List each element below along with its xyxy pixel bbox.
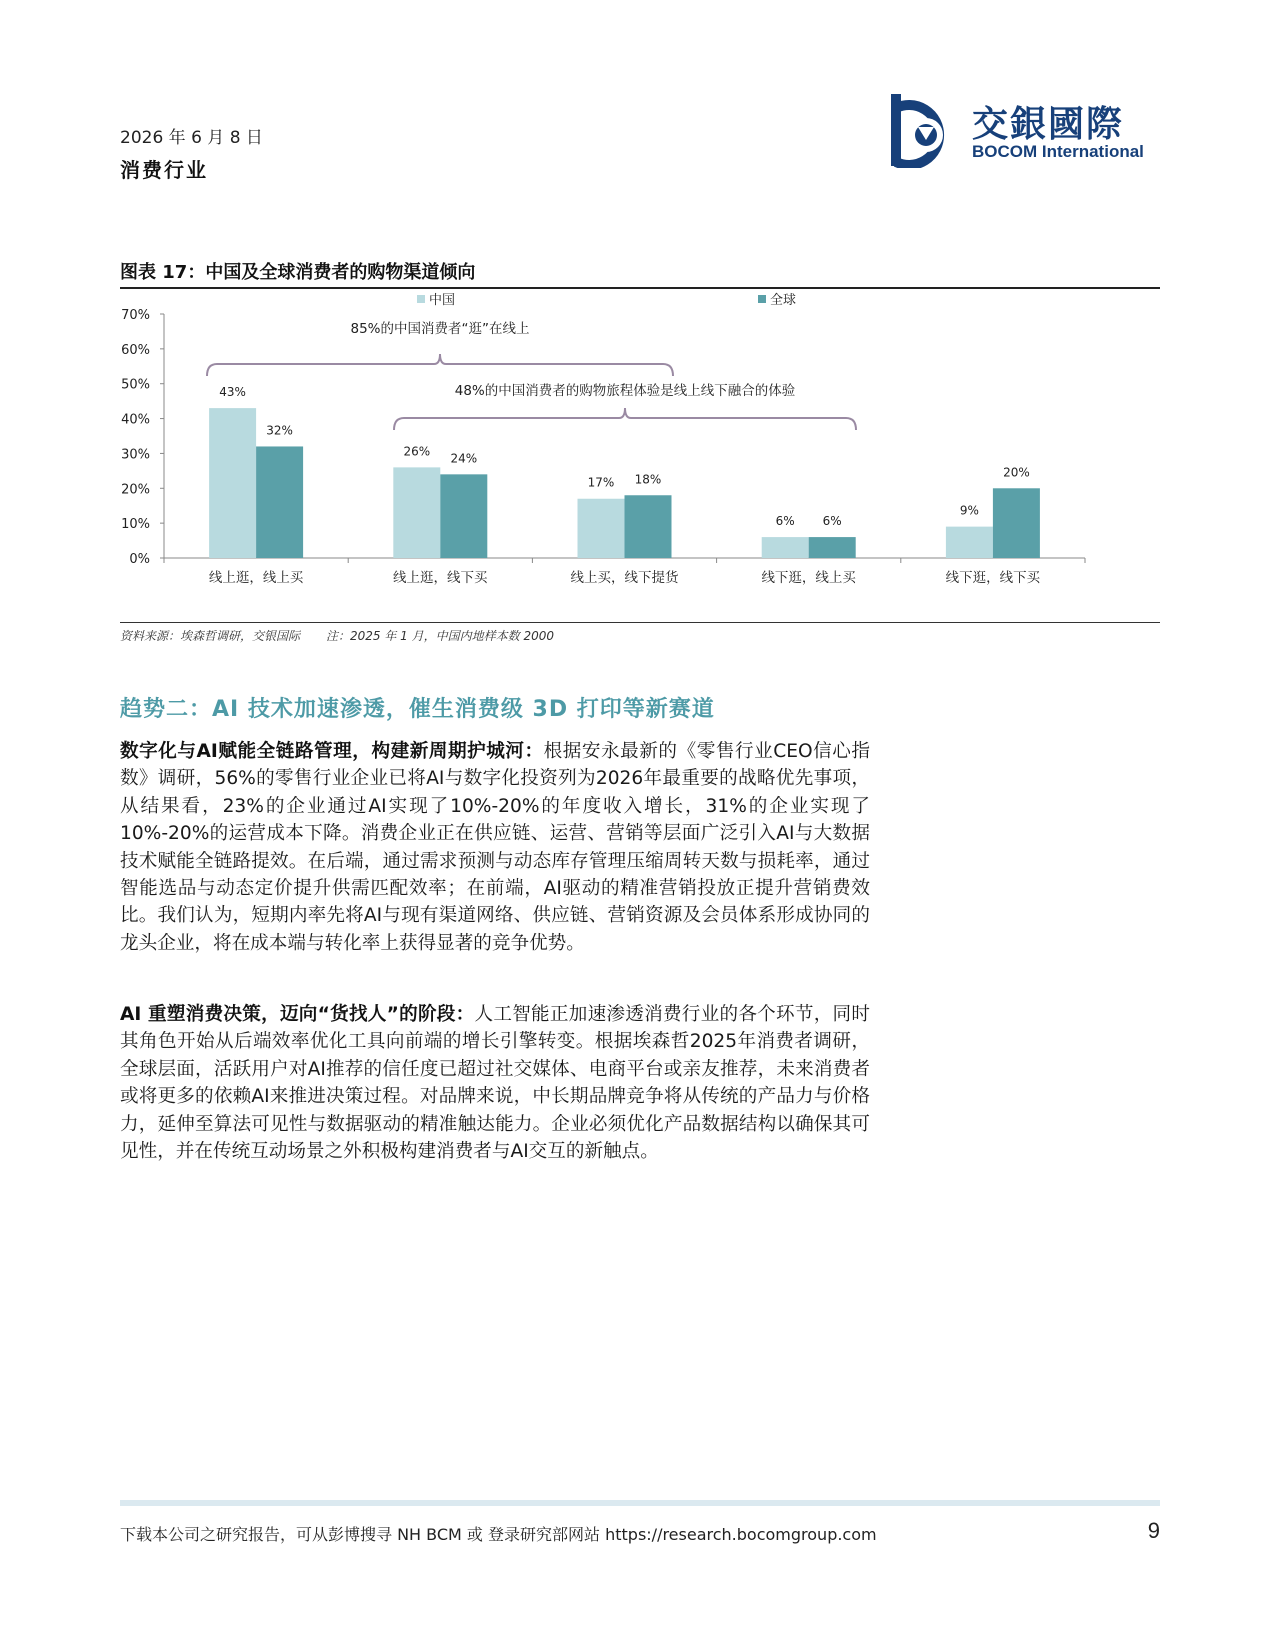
figure-bottom-rule: [120, 622, 1160, 623]
x-tick-label: 线下逛，线上买: [761, 570, 856, 586]
bar-china: [762, 537, 809, 558]
bar-global: [256, 446, 303, 558]
footer-text: 下载本公司之研究报告，可从彭博搜寻 NH BCM 或 登录研究部网站 https://research.bocomgroup.com: [120, 1525, 877, 1544]
bar-china: [946, 527, 993, 558]
source-note: 注：2025 年 1 月，中国内地样本数 2000: [326, 629, 554, 643]
logo-text-cn: 交銀國際: [972, 104, 1125, 145]
y-tick-label: 30%: [121, 447, 150, 463]
annotation-omnichannel: 48%的中国消费者的购物旅程体验是线上线下融合的体验: [454, 383, 796, 399]
y-tick-label: 10%: [121, 517, 150, 533]
company-logo: [888, 92, 1158, 168]
legend-label-0: 中国: [429, 293, 456, 308]
report-date: 2026 年 6 月 8 日: [120, 128, 263, 148]
legend-label-1: 全球: [770, 293, 797, 308]
bar-data-label: 26%: [403, 444, 431, 459]
annotation-bracket-online: [207, 354, 673, 376]
x-tick-label: 线下逛，线下买: [945, 570, 1041, 586]
y-tick-label: 70%: [121, 308, 150, 323]
bar-data-label: 18%: [634, 472, 662, 487]
bar-global: [809, 537, 856, 558]
trend-heading: 趋势二：AI 技术加速渗透，催生消费级 3D 打印等新赛道: [120, 697, 715, 722]
paragraph-digitalization: [120, 738, 870, 957]
figure-source: [120, 627, 554, 644]
bar-china: [209, 408, 256, 558]
bar-china: [393, 467, 440, 558]
bar-data-label: 32%: [266, 423, 293, 438]
bar-data-label: 43%: [219, 385, 246, 400]
paragraph-ai-decision: [120, 1001, 870, 1165]
bocom-logo-icon: [888, 92, 968, 168]
page-number: 9: [1147, 1518, 1160, 1543]
industry-label: 消费行业: [120, 158, 208, 182]
x-tick-label: 线上买，线下提货: [570, 570, 679, 586]
channel-preference-chart: [120, 290, 1160, 622]
bar-global: [440, 474, 487, 558]
y-tick-label: 20%: [121, 482, 150, 498]
bar-data-label: 6%: [822, 514, 842, 529]
bar-china: [578, 499, 625, 558]
y-tick-label: 60%: [121, 342, 150, 358]
source-text: 资料来源：埃森哲调研，交银国际: [120, 629, 301, 643]
bar-global: [625, 495, 672, 558]
bar-data-label: 17%: [587, 475, 615, 490]
bar-data-label: 6%: [775, 514, 795, 529]
legend-swatch-0: [417, 295, 425, 303]
logo-text-en: BOCOM International: [972, 142, 1144, 161]
figure-top-rule: [120, 287, 1160, 289]
figure-title: 图表 17：中国及全球消费者的购物渠道倾向: [120, 262, 476, 283]
legend-swatch-1: [758, 295, 766, 303]
paragraph-lead: AI 重塑消费决策，迈向“货找人”的阶段：: [120, 1004, 475, 1025]
x-tick-label: 线上逛，线上买: [208, 570, 304, 586]
bar-data-label: 20%: [1003, 465, 1030, 480]
bar-data-label: 9%: [959, 503, 979, 518]
y-tick-label: 40%: [121, 412, 150, 428]
paragraph-lead: 数字化与AI赋能全链路管理，构建新周期护城河：: [120, 741, 544, 762]
annotation-online: 85%的中国消费者“逛”在线上: [350, 321, 530, 337]
annotation-bracket-omnichannel: [394, 408, 856, 430]
y-tick-label: 50%: [121, 377, 150, 393]
paragraph-body: 根据安永最新的《零售行业CEO信心指数》调研，56%的零售行业企业已将AI与数字化投资列为2026年最重要的战略优先事项，从结果看，23%的企业通过AI实现了10%-20%的年度收入增长，31%的企业实现了10%-20%的运营成本下降。消费企业正在供应链、运营、营销等层面广泛引入AI与大数据技术赋能全链路提效。在后端，通过需求预测与动态库存管理压缩周转天数与损耗率，通过智能选品与动态定价提升供需匹配效率；在前端，AI驱动的精准营销投放正提升营销费效比。我们认为，短期内率先将AI与现有渠道网络、供应链、营销资源及会员体系形成协同的龙头企业，将在成本端与转化率上获得显著的竞争优势。: [120, 741, 870, 954]
paragraph-body: 人工智能正加速渗透消费行业的各个环节，同时其角色开始从后端效率优化工具向前端的增长引擎转变。根据埃森哲2025年消费者调研，全球层面，活跃用户对AI推荐的信任度已超过社交媒体、电商平台或亲友推荐，未来消费者或将更多的依赖AI来推进决策过程。对品牌来说，中长期品牌竞争将从传统的产品力与价格力，延伸至算法可见性与数据驱动的精准触达能力。企业必须优化产品数据结构以确保其可见性，并在传统互动场景之外积极构建消费者与AI交互的新触点。: [120, 1004, 870, 1163]
footer-bar: [120, 1500, 1160, 1506]
bar-global: [993, 488, 1040, 558]
y-tick-label: 0%: [129, 552, 150, 567]
bar-data-label: 24%: [450, 451, 478, 466]
x-tick-label: 线上逛，线下买: [393, 570, 488, 586]
